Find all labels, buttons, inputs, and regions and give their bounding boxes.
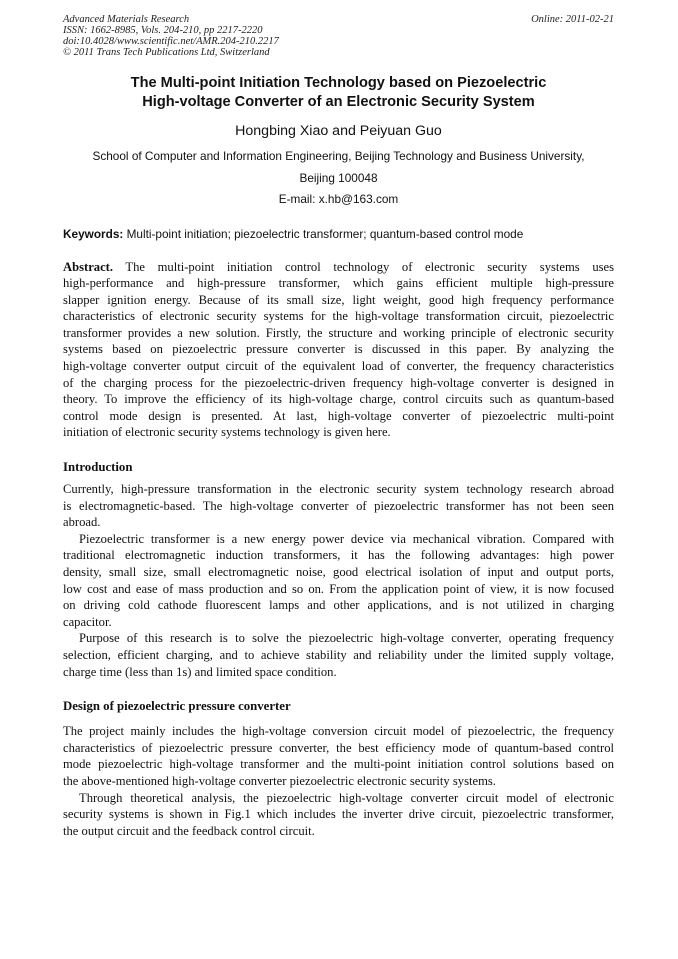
introduction-body [63, 481, 614, 680]
abstract-line: initiation of electronic security systems technology is given here. [63, 425, 391, 440]
section-heading-design: Design of piezoelectric pressure converter [63, 699, 291, 714]
paper-page [63, 14, 614, 839]
doi-line: doi:10.4028/www.scientific.net/AMR.204-210.2217 [63, 36, 279, 47]
body-line: density, small size, small electromagnetic noise, good electrical isolation of input and output ports, [63, 565, 614, 579]
body-line: abroad. [63, 515, 101, 530]
body-line: Through theoretical analysis, the piezoelectric high-voltage converter circuit model of electronic [79, 790, 614, 805]
body-line: Currently, high-pressure transformation in the electronic security system technology research abroad [63, 482, 614, 497]
affiliation [63, 146, 614, 189]
abstract-line: transformer provides a new solution. Firstly, the structure and working principle of electronic security [63, 325, 614, 340]
body-line: Piezoelectric transformer is a new energy power device via mechanical vibration. Compared with [79, 531, 614, 546]
design-body [63, 723, 614, 839]
copyright-line: © 2011 Trans Tech Publications Ltd, Switzerland [63, 47, 270, 58]
body-line: selection, efficient charging, and to achieve stability and reliability under the limited supply voltage, [63, 647, 614, 662]
body-line: low cost and ease of mass production and so on. From the application point of view, it is now focused [63, 581, 614, 596]
keywords-label: Keywords: [63, 226, 124, 241]
title-line: The Multi-point Initiation Technology based on Piezoelectric [130, 75, 547, 91]
body-line: mode piezoelectric high-voltage transformer and the multi-point initiation control solutions based on [63, 757, 614, 772]
abstract-line: high-performance and high-pressure transformer, which gains efficient multiple high-pressure [63, 276, 614, 291]
body-line: the output circuit and the feedback control circuit. [63, 823, 315, 838]
affiliation-line: Beijing 100048 [299, 170, 378, 185]
abstract-line: high-voltage converter output circuit of the equivalent load of converter, the frequency characteristics [63, 359, 614, 374]
abstract-line: theory. To improve the efficiency of its high-voltage charge, control circuits such as quantum-based [63, 392, 614, 407]
authors: Hongbing Xiao and Peiyuan Guo [235, 123, 442, 139]
abstract-line-text: The multi-point initiation control technology of electronic security systems uses [125, 259, 615, 274]
keywords-text: Multi-point initiation; piezoelectric transformer; quantum-based control mode [126, 226, 524, 241]
body-line: The project mainly includes the high-voltage conversion circuit model of piezoelectric, the frequency [63, 724, 614, 739]
issn-line: ISSN: 1662-8985, Vols. 204-210, pp 2217-2220 [63, 25, 263, 36]
abstract-line: characteristics of electronic security systems for the high-voltage transformation circuit, piezoelectric [63, 309, 614, 324]
body-line: on driving cold cathode fluorescent lamps and other applications, and is not utilized in charging [63, 598, 614, 613]
body-line: capacitor. [63, 614, 112, 629]
body-line: charge time (less than 1s) and limited space condition. [63, 664, 337, 679]
title-line: High-voltage Converter of an Electronic Security System [142, 94, 535, 110]
abstract-line: systems based on piezoelectric pressure converter is discussed in this paper. By analyzing the [63, 342, 614, 357]
abstract-line [63, 259, 614, 276]
abstract [63, 259, 614, 442]
body-line: characteristics of piezoelectric pressure converter, the best efficiency mode of quantum-based control [63, 740, 614, 755]
body-line: is electromagnetic-based. The high-voltage converter of piezoelectric transformer has not been seen [63, 498, 614, 513]
journal-header [63, 14, 614, 58]
section-heading-introduction: Introduction [63, 460, 133, 475]
email: E-mail: x.hb@163.com [278, 192, 399, 206]
paper-title [63, 74, 614, 112]
abstract-label: Abstract. [63, 259, 114, 274]
keywords [63, 226, 614, 242]
abstract-line: control mode design is presented. At last, high-voltage converter of piezoelectric multi-point [63, 408, 614, 423]
journal-name: Advanced Materials Research [63, 14, 190, 25]
body-line: security systems is shown in Fig.1 which includes the inverter drive circuit, piezoelectric transformer, [63, 807, 614, 822]
abstract-line: of the charging process for the piezoelectric-driven frequency high-voltage converter is designed in [63, 375, 614, 390]
online-date: Online: 2011-02-21 [531, 14, 614, 25]
body-line: the above-mentioned high-voltage converter piezoelectric electronic security systems. [63, 773, 496, 788]
affiliation-line: School of Computer and Information Engineering, Beijing Technology and Business University, [92, 149, 585, 163]
body-line: Purpose of this research is to solve the piezoelectric high-voltage converter, operating frequency [79, 631, 614, 646]
abstract-line: slapper ignition energy. Because of its small size, light weight, good high frequency performance [63, 292, 614, 307]
body-line: traditional electromagnetic induction transformers, it has the following advantages: high power [63, 548, 614, 563]
